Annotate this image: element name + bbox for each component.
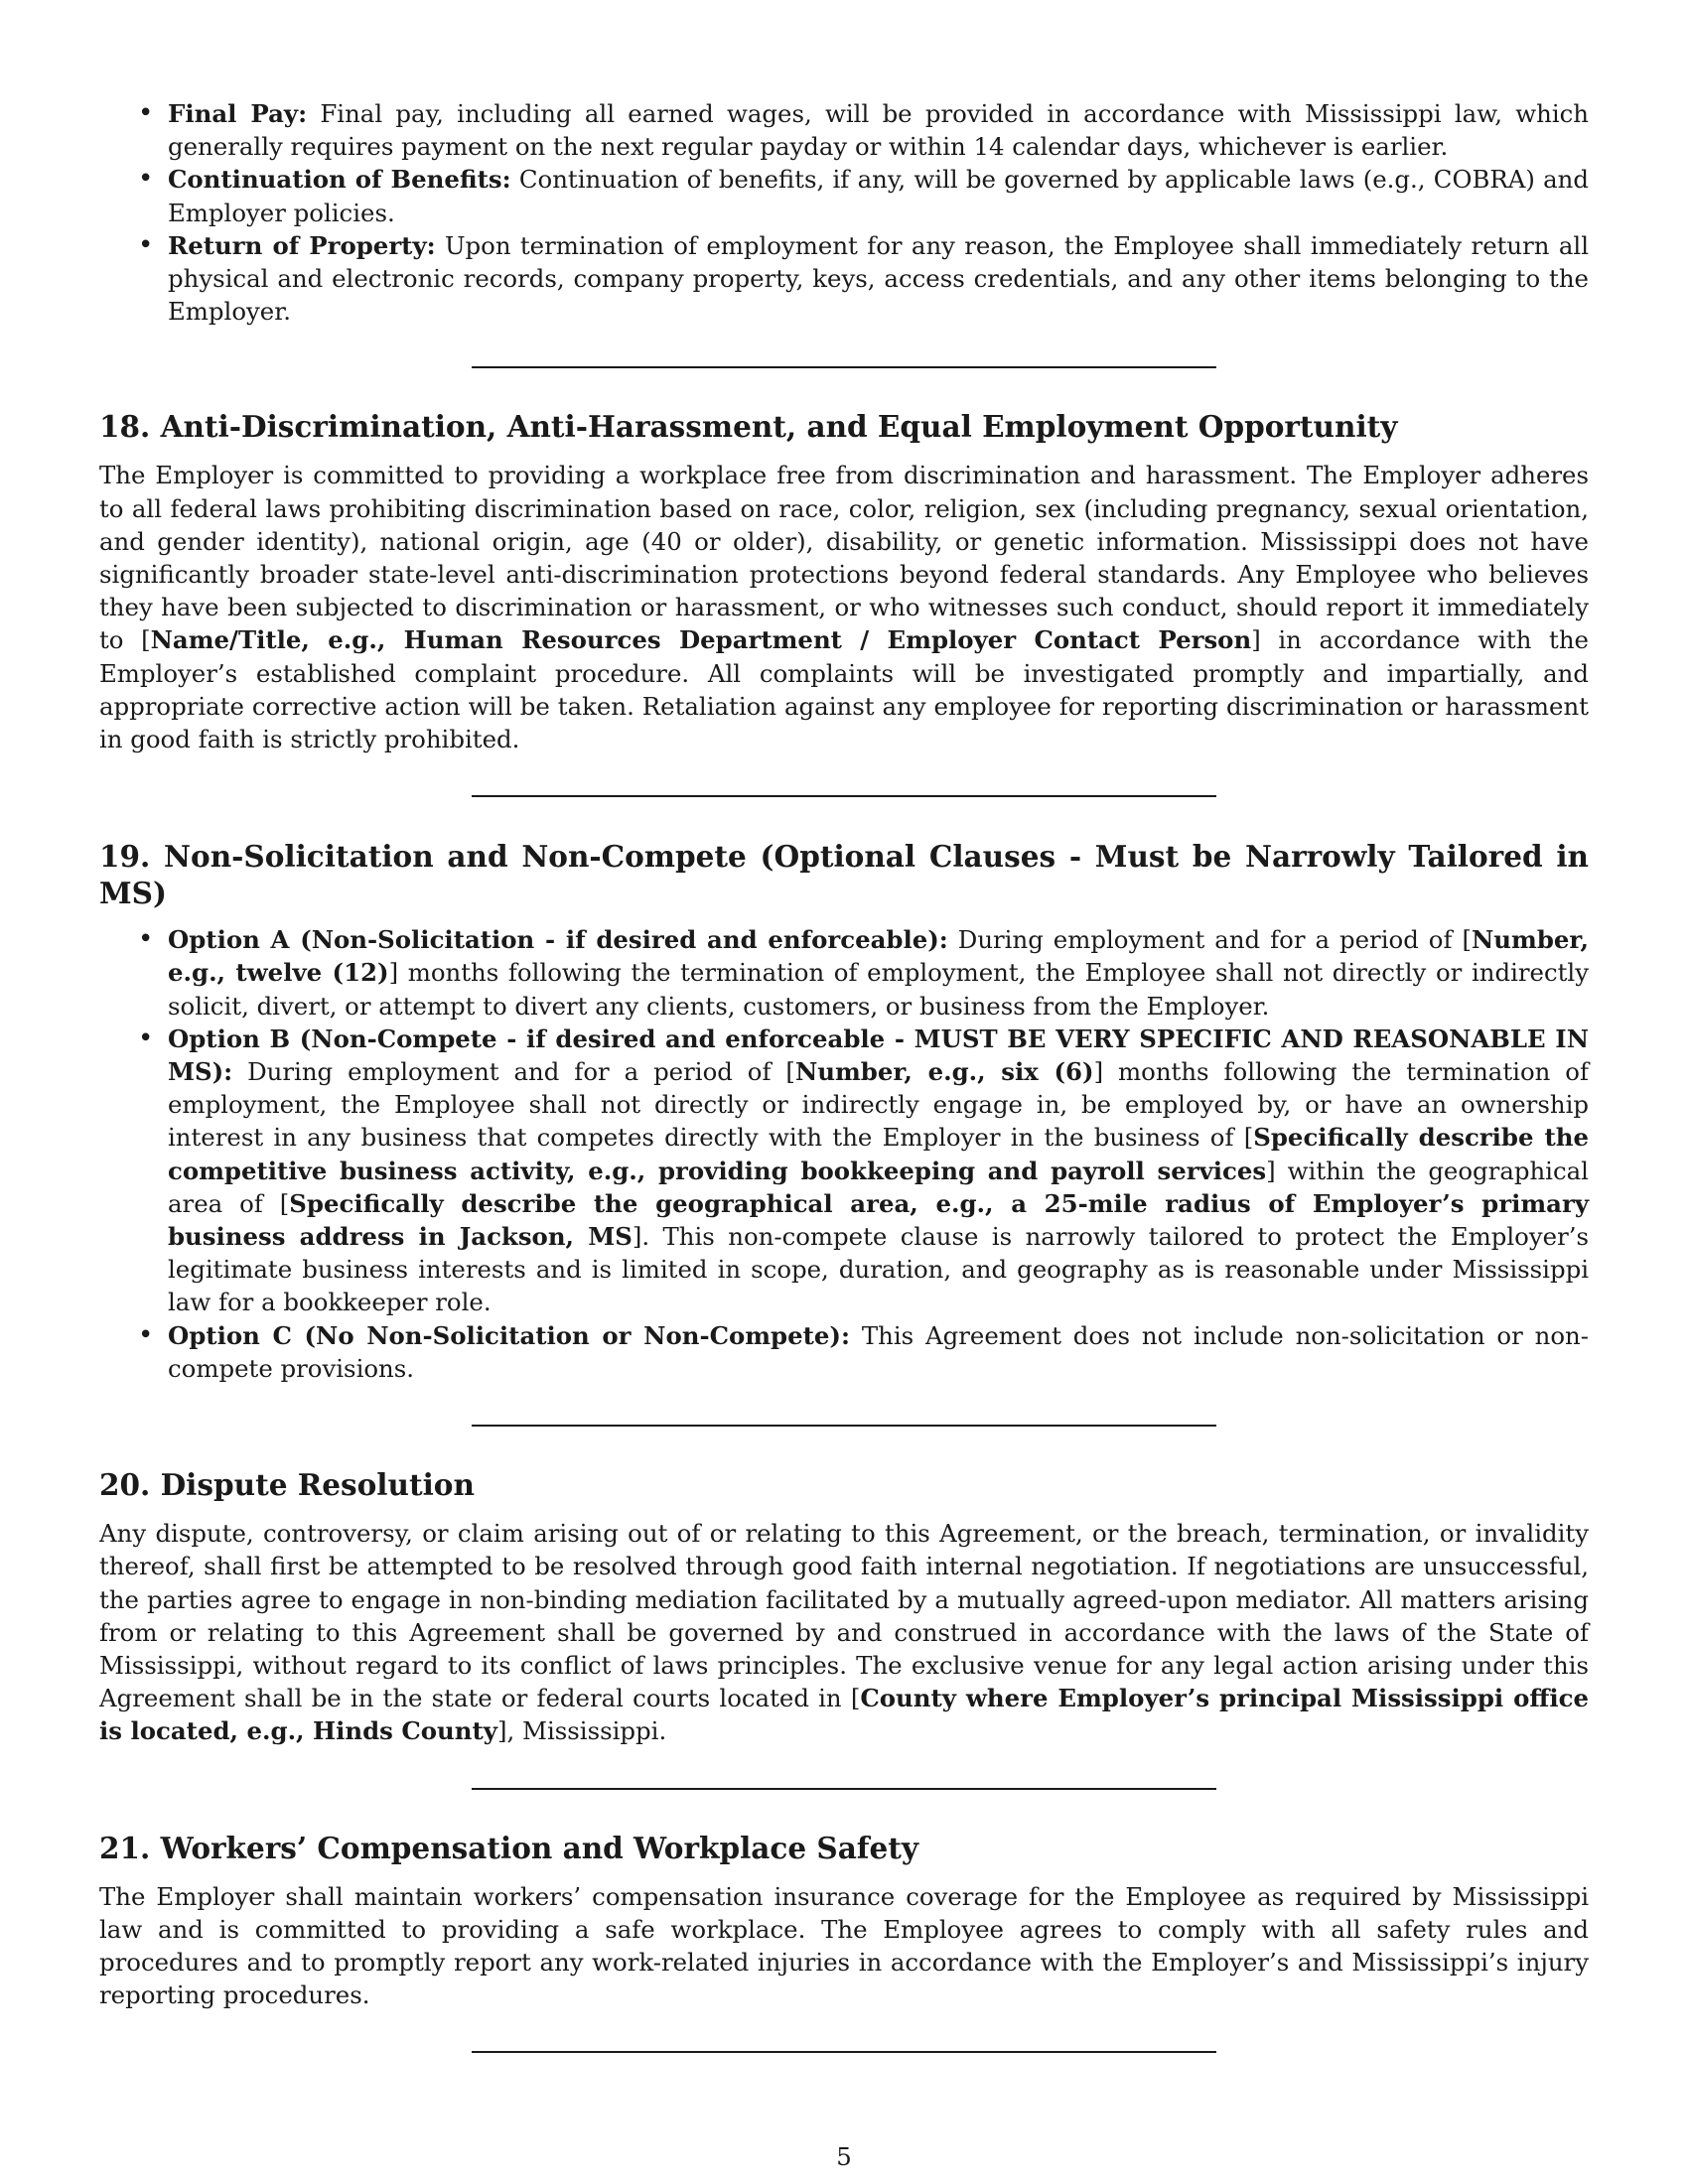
option-a-item: • Option A (Non-Solicitation - if desired and enforceable): During employment and for a period of [Number, e.g., twelve (12)] months following the termination of employment, the Employee shall not directly or indirectly solicit, divert, or attempt to divert any clients, customers, or business from the Employer. bbox=[99, 923, 1589, 1023]
option-b-item: • Option B (Non-Compete - if desired and enforceable - MUST BE VERY SPECIFIC AND REASONABLE IN MS): During employment and for a period of [Number, e.g., six (6)] months following the termination of employment, the Employee shall not directly or indirectly engage in, be employed by, or have an ownership interest in any business that competes directly with the Employer in the business of [Specifically describe the competitive business activity, e.g., providing bookkeeping and payroll services] within the geographical area of [Specifically describe the geographical area, e.g., a 25-mile radius of Employer’s primary business address in Jackson, MS]. This non-compete clause is narrowly tailored to protect the Employer’s legitimate business interests and is limited in scope, duration, and geography as is reasonable under Mississippi law for a bookkeeper role. bbox=[99, 1023, 1589, 1319]
option-c-item: • Option C (No Non-Solicitation or Non-Compete): This Agreement does not include non-solicitation or noncompete provisions. bbox=[99, 1319, 1589, 1385]
list-item: • Continuation of Benefits: Continuation of benefits, if any, will be governed by applicable laws (e.g., COBRA) and Employer policies. bbox=[99, 163, 1589, 228]
section-divider bbox=[472, 1788, 1216, 1790]
list-item: • Final Pay: Final pay, including all earned wages, will be provided in accordance with Mississippi law, which generally requires payment on the next regular payday or within 14 calendar days, whichever is earlier. bbox=[99, 97, 1589, 163]
section-21-body: The Employer shall maintain workers’ compensation insurance coverage for the Employee as required by Mississippi law and is committed to providing a safe workplace. The Employee agrees to comply with all safety rules and procedures and to promptly report any work-related injuries in accordance with the Employer’s and Mississippi’s injury reporting procedures. bbox=[99, 1881, 1589, 2010]
section-20-body: Any dispute, controversy, or claim arising out of or relating to this Agreement, or the breach, termination, or invalidity thereof, shall first be attempted to be resolved through good faith internal negotiation. If negotiations are unsuccessful, the parties agree to engage in non-binding mediation facilitated by a mutually agreed-upon mediator. All matters arising from or relating to this Agreement shall be governed by and construed in accordance with the laws of the State of Mississippi, without regard to its conflict of laws principles. The exclusive venue for any legal action arising under this Agreement shall be in the state or federal courts located in [County where Employer’s principal Mississippi office is located, e.g., Hinds County], Mississippi. bbox=[99, 1519, 1589, 1746]
section-divider bbox=[472, 795, 1216, 797]
section-21-title: 21. Workers’ Compensation and Workplace Safety bbox=[99, 1830, 919, 1865]
section-19-options bbox=[99, 923, 1589, 1385]
termination-bullets bbox=[99, 97, 1589, 328]
section-divider bbox=[472, 366, 1216, 368]
section-divider bbox=[472, 1425, 1216, 1427]
section-divider bbox=[472, 2051, 1216, 2053]
section-18-title: 18. Anti-Discrimination, Anti-Harassment, and Equal Employment Opportunity bbox=[99, 409, 1398, 445]
section-18-body: The Employer is committed to providing a workplace free from discrimination and harassment. The Employer adheres to all federal laws prohibiting discrimination based on race, color, religion, sex (including pregnancy, sexual orientation, and gender identity), national origin, age (40 or older), disability, or genetic information. Mississippi does not have significantly broader state-level anti-discrimination protections beyond federal standards. Any Employee who believes they have been subjected to discrimination or harassment, or who witnesses such conduct, should report it immediately to [Name/Title, e.g., Human Resources Department / Employer Contact Person] in accordance with the Employer’s established complaint procedure. All complaints will be investigated promptly and impartially, and appropriate corrective action will be taken. Retaliation against any employee for reporting discrimination or harassment in good faith is strictly prohibited. bbox=[99, 461, 1589, 754]
document-page bbox=[99, 97, 1589, 2053]
page-number: 5 bbox=[836, 2142, 852, 2171]
section-20-title: 20. Dispute Resolution bbox=[99, 1467, 475, 1503]
section-19-title: 19. Non-Solicitation and Non-Compete (Optional Clauses - Must be Narrowly Tailored in MS) bbox=[99, 839, 1589, 911]
list-item: • Return of Property: Upon termination of employment for any reason, the Employee shall immediately return all physical and electronic records, company property, keys, access credentials, and any other items belonging to the Employer. bbox=[99, 229, 1589, 329]
